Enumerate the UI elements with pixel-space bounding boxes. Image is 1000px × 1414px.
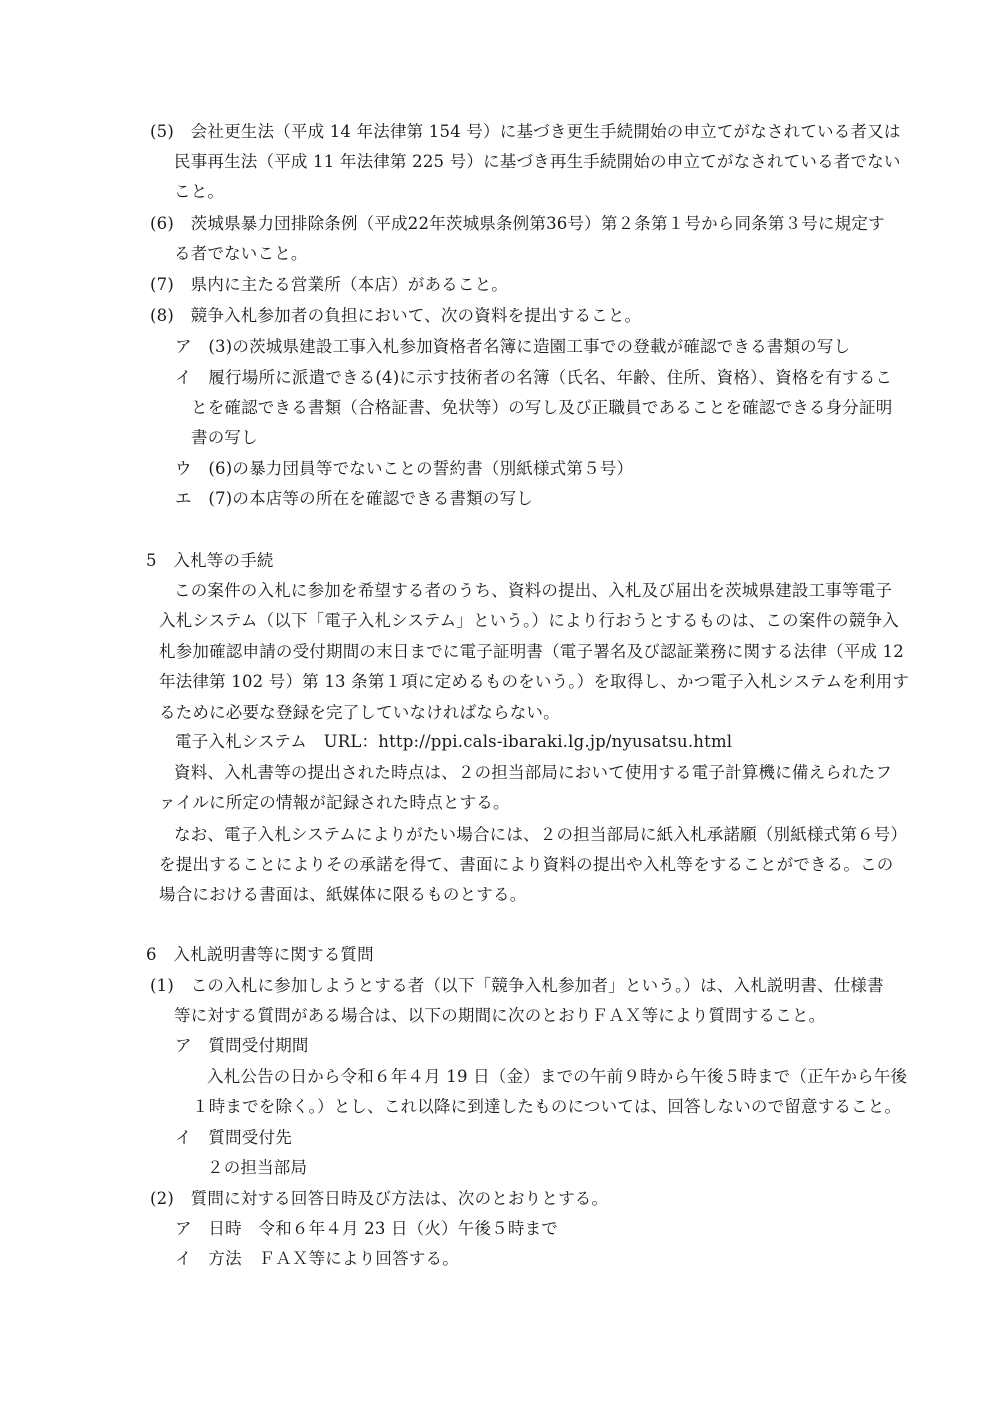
text-line-s5-4: 年法律第 102 号）第 13 条第１項に定めるものをいう。）を取得し、かつ電子入札システムを利用す bbox=[159, 672, 910, 691]
text-line-s5-2: 入札システム（以下「電子入札システム」という。）により行おうとするものは、この案件の競争入 bbox=[159, 611, 899, 630]
text-line-s6-i: イ 質問受付先 bbox=[175, 1128, 292, 1147]
text-line-s5-7: ァイルに所定の情報が記録された時点とする。 bbox=[159, 793, 510, 812]
text-line-8: (8) 競争入札参加者の負担において、次の資料を提出すること。 bbox=[150, 306, 642, 325]
text-line-5-2: 民事再生法（平成 11 年法律第 225 号）に基づき再生手続開始の申立てがなされている者でない bbox=[174, 152, 901, 171]
text-line-8u: ウ (6)の暴力団員等でないことの誓約書（別紙様式第５号） bbox=[175, 459, 634, 478]
text-line-s5-8: なお、電子入札システムによりがたい場合には、２の担当部局に紙入札承諾願（別紙様式第６号） bbox=[174, 825, 908, 844]
text-line-s5-1: この案件の入札に参加を希望する者のうち、資料の提出、入札及び届出を茨城県建設工事等電子 bbox=[174, 581, 893, 600]
text-line-6-2: る者でないこと。 bbox=[174, 244, 308, 263]
text-line-6-1: (6) 茨城県暴力団排除条例（平成22年茨城県条例第36号）第２条第１号から同条第３号に規定す bbox=[150, 214, 885, 233]
text-line-7: (7) 県内に主たる営業所（本店）があること。 bbox=[150, 275, 508, 294]
text-line-8e: エ (7)の本店等の所在を確認できる書類の写し bbox=[175, 489, 533, 508]
text-line-s5-9: を提出することによりその承諾を得て、書面により資料の提出や入札等をすることができる。この bbox=[159, 855, 894, 874]
text-line-5-3: こと。 bbox=[174, 182, 225, 201]
text-line-8i-3: 書の写し bbox=[191, 428, 258, 447]
text-line-s5-3: 札参加確認申請の受付期間の末日までに電子証明書（電子署名及び認証業務に関する法律（平成 12 bbox=[159, 642, 904, 661]
text-line-s5-10: 場合における書面は、紙媒体に限るものとする。 bbox=[159, 885, 527, 904]
text-line-s6-2: 等に対する質問がある場合は、以下の期間に次のとおりＦＡＸ等により質問すること。 bbox=[174, 1006, 826, 1025]
text-line-s5-5: るために必要な登録を完了していなければならない。 bbox=[159, 703, 560, 722]
text-line-s5-6: 資料、入札書等の提出された時点は、２の担当部局において使用する電子計算機に備えられたフ bbox=[174, 763, 893, 782]
url-line: 電子入札システム URL：http://ppi.cals-ibaraki.lg.jp/nyusatsu.html bbox=[175, 732, 733, 751]
text-line-8a: ア (3)の茨城県建設工事入札参加資格者名簿に造園工事での登載が確認できる書類の写し bbox=[175, 337, 851, 356]
text-line-s6-i-1: ２の担当部局 bbox=[207, 1158, 308, 1177]
text-line-s6-2-head: (2) 質問に対する回答日時及び方法は、次のとおりとする。 bbox=[150, 1189, 609, 1208]
text-line-s6-2-a: ア 日時 令和６年４月 23 日（火）午後５時まで bbox=[175, 1219, 558, 1238]
text-line-s6-a-2: １時までを除く。）とし、これ以降に到達したものについては、回答しないので留意すること。 bbox=[192, 1097, 902, 1116]
text-line-8i-2: とを確認できる書類（合格証書、免状等）の写し及び正職員であることを確認できる身分証明 bbox=[191, 398, 893, 417]
text-line-s6-1: (1) この入札に参加しようとする者（以下「競争入札参加者」という。）は、入札説明書、仕様書 bbox=[150, 976, 884, 995]
text-line-s6-2-i: イ 方法 ＦＡＸ等により回答する。 bbox=[175, 1249, 459, 1268]
text-line-8i-1: イ 履行場所に派遣できる(4)に示す技術者の名簿（氏名、年齢、住所、資格）、資格を有するこ bbox=[175, 368, 893, 387]
section-heading-6: 6 入札説明書等に関する質問 bbox=[146, 945, 374, 964]
text-line-s6-a-1: 入札公告の日から令和６年４月 19 日（金）までの午前９時から午後５時まで（正午から午後 bbox=[207, 1067, 908, 1086]
section-heading-5: 5 入札等の手続 bbox=[146, 551, 274, 570]
text-line-s6-a: ア 質問受付期間 bbox=[175, 1036, 309, 1055]
text-line-5-1: (5) 会社更生法（平成 14 年法律第 154 号）に基づき更生手続開始の申立てがなされている者又は bbox=[150, 122, 901, 141]
